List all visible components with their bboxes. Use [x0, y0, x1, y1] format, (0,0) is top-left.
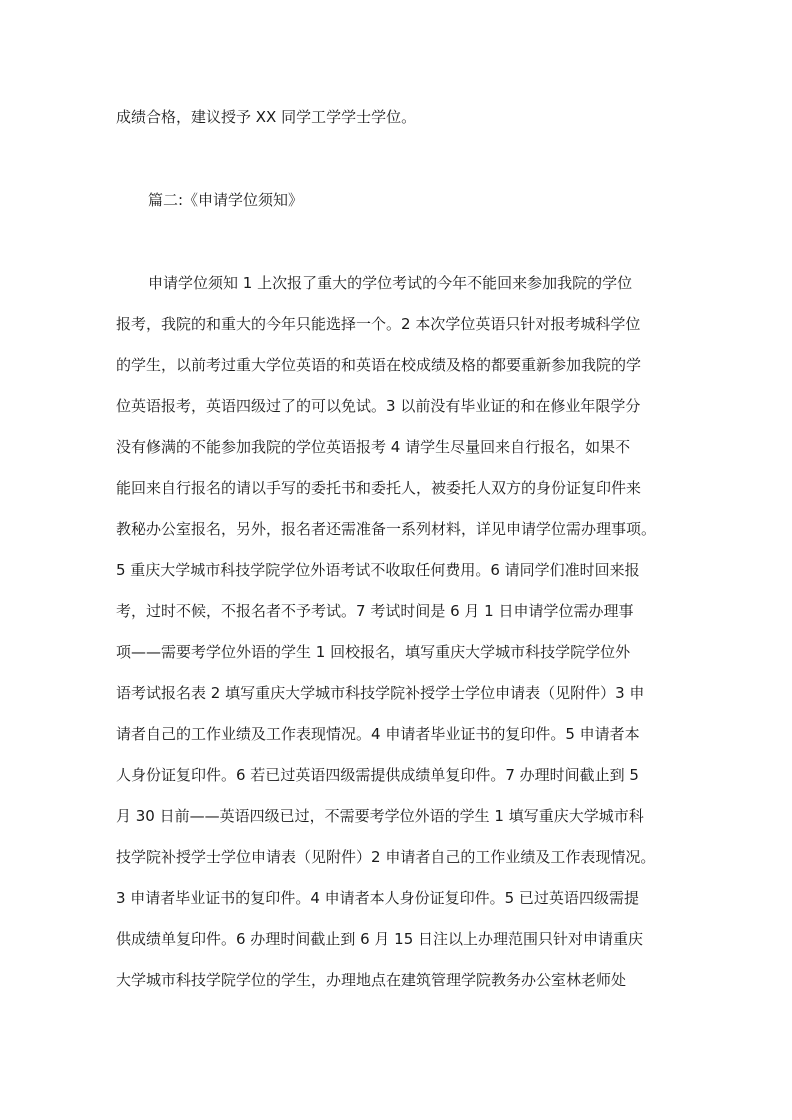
body-line: 语考试报名表 2 填写重庆大学城市科技学院补授学士学位申请表（见附件）3 申 — [116, 684, 645, 702]
section-title: 篇二:《申请学位须知》 — [148, 191, 304, 209]
body-line: 供成绩单复印件。6 办理时间截止到 6 月 15 日注以上办理范围只针对申请重庆 — [116, 930, 644, 948]
body-line: 考，过时不候，不报名者不予考试。7 考试时间是 6 月 1 日申请学位需办理事 — [116, 602, 634, 620]
body-line: 人身份证复印件。6 若已过英语四级需提供成绩单复印件。7 办理时间截止到 5 — [116, 766, 639, 784]
body-line: 教秘办公室报名，另外，报名者还需准备一系列材料，详见申请学位需办理事项。 — [116, 520, 657, 538]
body-line: 的学生，以前考过重大学位英语的和英语在校成绩及格的都要重新参加我院的学 — [116, 356, 642, 374]
body-line: 申请学位须知 1 上次报了重大的学位考试的今年不能回来参加我院的学位 — [148, 274, 633, 292]
intro-line: 成绩合格，建议授予 XX 同学工学学士学位。 — [116, 108, 417, 126]
body-line: 3 申请者毕业证书的复印件。4 申请者本人身份证复印件。5 已过英语四级需提 — [116, 889, 639, 907]
body-line: 技学院补授学士学位申请表（见附件）2 申请者自己的工作业绩及工作表现情况。 — [116, 848, 656, 866]
body-line: 大学城市科技学院学位的学生，办理地点在建筑管理学院教务办公室林老师处 — [116, 971, 627, 989]
body-line: 月 30 日前——英语四级已过，不需要考学位外语的学生 1 填写重庆大学城市科 — [116, 807, 644, 825]
body-line: 能回来自行报名的请以手写的委托书和委托人，被委托人双方的身份证复印件来 — [116, 479, 642, 497]
body-line: 报考，我院的和重大的今年只能选择一个。2 本次学位英语只针对报考城科学位 — [116, 315, 641, 333]
body-line: 请者自己的工作业绩及工作表现情况。4 申请者毕业证书的复印件。5 申请者本 — [116, 725, 640, 743]
body-line: 5 重庆大学城市科技学院学位外语考试不收取任何费用。6 请同学们准时回来报 — [116, 561, 640, 579]
body-line: 没有修满的不能参加我院的学位英语报考 4 请学生尽量回来自行报名，如果不 — [116, 438, 631, 456]
body-line: 位英语报考，英语四级过了的可以免试。3 以前没有毕业证的和在修业年限学分 — [116, 397, 641, 415]
body-line: 项——需要考学位外语的学生 1 回校报名，填写重庆大学城市科技学院学位外 — [116, 643, 631, 661]
